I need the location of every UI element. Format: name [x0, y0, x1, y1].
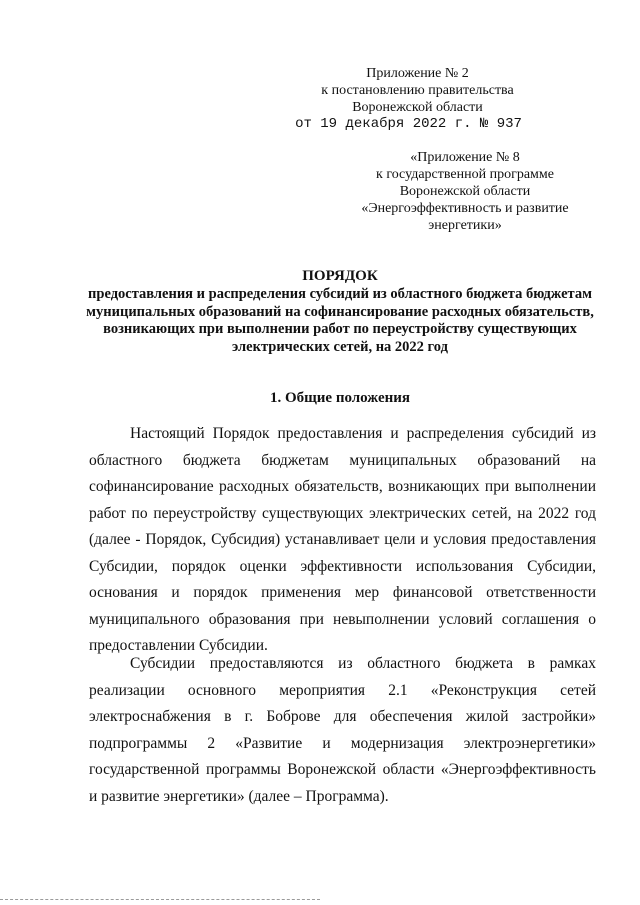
appendix-header-top [295, 65, 535, 133]
appendix-reference: к постановлению правительства [321, 83, 514, 98]
appendix-program-name: «Энергоэффективность и развитие [361, 201, 569, 216]
appendix-number: Приложение № 2 [366, 66, 469, 81]
appendix-number: «Приложение № 8 [410, 150, 520, 165]
paragraph: Субсидии предоставляются из областного бюджета в рамках реализации основного мероприятия 2.1 «Реконструкция сетей электроснабжения в г. Боброве для обеспечения жилой застройки» подпрограммы 2 «Развитие и модернизация электроэнергетики» государственной программы Воронежской области «Энергоэффективность и развитие энергетики» (далее – Программа). [89, 655, 596, 805]
appendix-region: Воронежской области [399, 184, 531, 199]
appendix-program-name-end: энергетики» [428, 218, 502, 233]
appendix-header-second [350, 149, 580, 234]
appendix-date-number: от 19 декабря 2022 г. № 937 [295, 116, 522, 132]
document-title: ПОРЯДОК [302, 268, 378, 284]
section-heading: 1. Общие положения [269, 390, 411, 406]
document-subtitle: предоставления и распределения субсидий из областного бюджета бюджетам муниципальных образований на софинансирование расходных обязательств, возникающих при выполнении работ по переустройству существующих электрических сетей, на 2022 год [86, 286, 594, 355]
appendix-reference: к государственной программе [376, 167, 554, 182]
appendix-region: Воронежской области [352, 100, 483, 115]
paragraph: Настоящий Порядок предоставления и распределения субсидий из областного бюджета бюджетам муниципальных образований на софинансирование расходных обязательств, возникающих при выполнении работ по переустройству существующих электрических сетей, на 2022 год (далее - Порядок, Субсидия) устанавливает цели и условия предоставления Субсидии, порядок оценки эффективности использования Субсидии, основания и порядок применения мер финансовой ответственности муниципального образования при невыполнении условий соглашения о предоставлении Субсидии. [89, 425, 596, 654]
page-bottom-divider [0, 899, 320, 900]
